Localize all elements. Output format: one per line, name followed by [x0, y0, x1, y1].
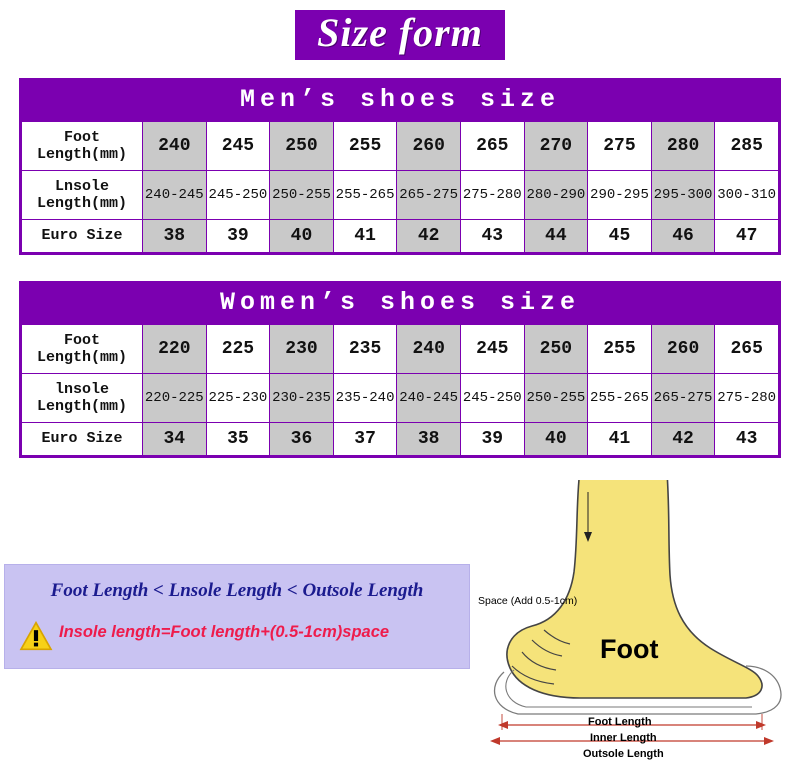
- cell: 250: [524, 325, 588, 374]
- cell: 285: [715, 122, 779, 171]
- cell: 280: [651, 122, 715, 171]
- cell: 220: [143, 325, 207, 374]
- title-bar: [0, 0, 800, 60]
- note-comparison-text: Foot Length < Lnsole Length < Outsole Length: [50, 580, 424, 601]
- womens-table-grid: [21, 324, 779, 456]
- note-box: [4, 564, 470, 669]
- cell: 250-255: [270, 171, 334, 220]
- cell: 47: [715, 220, 779, 253]
- mens-table-header: Men’s shoes size: [21, 80, 779, 121]
- cell: 255: [333, 122, 397, 171]
- cell: 235: [333, 325, 397, 374]
- foot-diagram-svg: [470, 480, 800, 745]
- cell: 250-255: [524, 374, 588, 423]
- cell: 40: [270, 220, 334, 253]
- table-row: [22, 325, 779, 374]
- cell: 255-265: [588, 374, 652, 423]
- cell: 230-235: [270, 374, 334, 423]
- row-label-euro-size: Euro Size: [22, 423, 143, 456]
- cell: 39: [460, 423, 524, 456]
- table-row: [22, 374, 779, 423]
- table-row: [22, 220, 779, 253]
- foot-length-label: Foot Length: [588, 716, 652, 728]
- cell: 250: [270, 122, 334, 171]
- cell: 245: [460, 325, 524, 374]
- cell: 225: [206, 325, 270, 374]
- cell: 42: [651, 423, 715, 456]
- cell: 41: [333, 220, 397, 253]
- cell: 43: [460, 220, 524, 253]
- cell: 235-240: [333, 374, 397, 423]
- cell: 255-265: [333, 171, 397, 220]
- cell: 290-295: [588, 171, 652, 220]
- row-label-insole-length: Lnsole Length(mm): [22, 171, 143, 220]
- cell: 245: [206, 122, 270, 171]
- table-row: [22, 171, 779, 220]
- row-label-foot-length: Foot Length(mm): [22, 325, 143, 374]
- cell: 245-250: [206, 171, 270, 220]
- cell: 230: [270, 325, 334, 374]
- cell: 300-310: [715, 171, 779, 220]
- foot-label: Foot: [600, 634, 659, 664]
- cell: 275-280: [715, 374, 779, 423]
- cell: 39: [206, 220, 270, 253]
- cell: 37: [333, 423, 397, 456]
- cell: 270: [524, 122, 588, 171]
- space-label: Space (Add 0.5-1cm): [478, 595, 578, 607]
- cell: 46: [651, 220, 715, 253]
- row-label-insole-length: lnsole Length(mm): [22, 374, 143, 423]
- cell: 240-245: [397, 374, 461, 423]
- womens-size-table: [19, 281, 781, 458]
- cell: 240: [397, 325, 461, 374]
- cell: 45: [588, 220, 652, 253]
- cell: 34: [143, 423, 207, 456]
- cell: 41: [588, 423, 652, 456]
- mens-size-table: [19, 78, 781, 255]
- cell: 255: [588, 325, 652, 374]
- row-label-foot-length: Foot Length(mm): [22, 122, 143, 171]
- cell: 40: [524, 423, 588, 456]
- outsole-length-label: Outsole Length: [583, 748, 664, 760]
- page-title: Size form: [295, 10, 505, 60]
- cell: 44: [524, 220, 588, 253]
- cell: 245-250: [460, 374, 524, 423]
- cell: 275-280: [460, 171, 524, 220]
- cell: 38: [143, 220, 207, 253]
- note-formula-text: Insole length=Foot length+(0.5-1cm)space: [59, 623, 390, 641]
- cell: 265-275: [397, 171, 461, 220]
- cell: 260: [397, 122, 461, 171]
- row-label-euro-size: Euro Size: [22, 220, 143, 253]
- foot-measurement-diagram: [470, 480, 800, 760]
- cell: 240: [143, 122, 207, 171]
- cell: 225-230: [206, 374, 270, 423]
- cell: 280-290: [524, 171, 588, 220]
- cell: 275: [588, 122, 652, 171]
- table-row: [22, 423, 779, 456]
- warning-triangle-icon: [19, 621, 53, 651]
- mens-table-grid: [21, 121, 779, 253]
- cell: 260: [651, 325, 715, 374]
- cell: 295-300: [651, 171, 715, 220]
- womens-table-header: Women’s shoes size: [21, 283, 779, 324]
- cell: 265: [715, 325, 779, 374]
- table-row: [22, 122, 779, 171]
- cell: 35: [206, 423, 270, 456]
- cell: 36: [270, 423, 334, 456]
- cell: 265-275: [651, 374, 715, 423]
- cell: 240-245: [143, 171, 207, 220]
- cell: 38: [397, 423, 461, 456]
- cell: 220-225: [143, 374, 207, 423]
- cell: 43: [715, 423, 779, 456]
- cell: 265: [460, 122, 524, 171]
- cell: 42: [397, 220, 461, 253]
- inner-length-label: Inner Length: [590, 732, 657, 744]
- bottom-section: [0, 480, 800, 760]
